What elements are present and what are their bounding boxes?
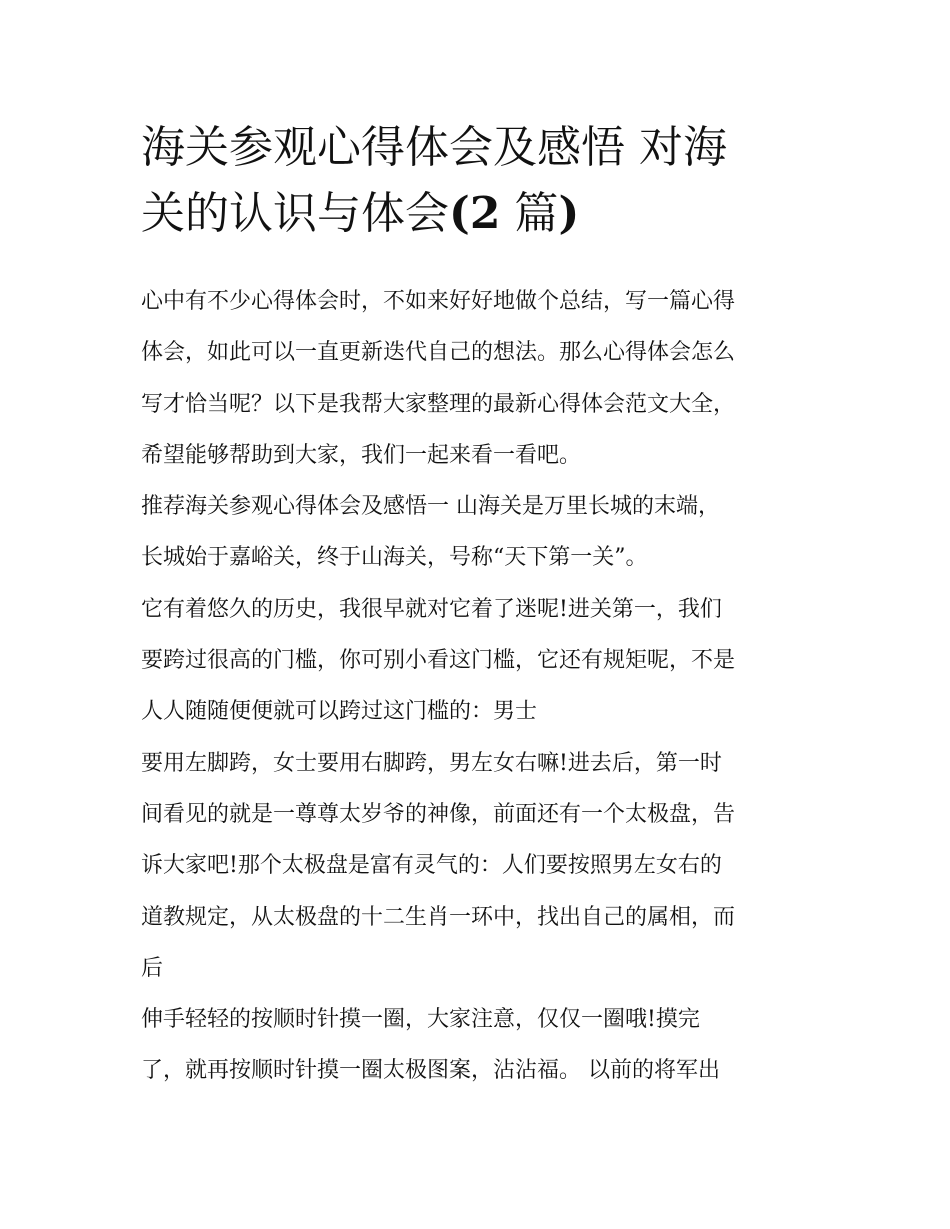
body-line-4: 希望能够帮助到大家，我们一起来看一看吧。 xyxy=(141,442,582,468)
body-line-3: 写才恰当呢？以下是我帮大家整理的最新心得体会范文大全， xyxy=(141,391,736,417)
body-line-9: 人人随随便便就可以跨过这门槛的：男士 xyxy=(141,699,538,725)
body-line-5: 推荐海关参观心得体会及感悟一 山海关是万里长城的末端， xyxy=(141,494,720,520)
body-line-2: 体会，如此可以一直更新迭代自己的想法。那么心得体会怎么 xyxy=(141,340,736,366)
body-line-16: 了，就再按顺时针摸一圈太极图案，沾沾福。 以前的将军出 xyxy=(141,1058,720,1084)
document-body xyxy=(141,276,821,1097)
title-count: (2 xyxy=(449,188,501,239)
body-line-12: 诉大家吧!那个太极盘是富有灵气的：人们要按照男左女右的 xyxy=(141,853,722,879)
body-line-15: 伸手轻轻的按顺时针摸一圈，大家注意，仅仅一圈哦!摸完 xyxy=(141,1007,700,1033)
body-line-1: 心中有不少心得体会时，不如来好好地做个总结，写一篇心得 xyxy=(141,289,736,314)
title-unit: 篇 xyxy=(500,188,559,239)
title-text-1: 海关参观心得体会及感悟 对海 xyxy=(141,122,727,173)
document-title xyxy=(141,115,821,247)
body-line-10: 要用左脚跨，女士要用右脚跨，男左女右嘛!进去后，第一时 xyxy=(141,750,722,776)
body-line-14: 后 xyxy=(141,955,164,981)
body-line-7: 它有着悠久的历史，我很早就对它着了迷呢!进关第一，我们 xyxy=(141,596,722,622)
body-line-8: 要跨过很高的门槛，你可别小看这门槛，它还有规矩呢，不是 xyxy=(141,648,736,674)
title-text-2: 关的认识与体会 xyxy=(141,188,449,239)
body-line-11: 间看见的就是一尊尊太岁爷的神像，前面还有一个太极盘，告 xyxy=(141,801,736,827)
body-line-13: 道教规定，从太极盘的十二生肖一环中，找出自己的属相，而 xyxy=(141,904,736,930)
title-close-paren: ) xyxy=(558,188,580,239)
body-line-6: 长城始于嘉峪关，终于山海关，号称“天下第一关”。 xyxy=(141,545,648,571)
